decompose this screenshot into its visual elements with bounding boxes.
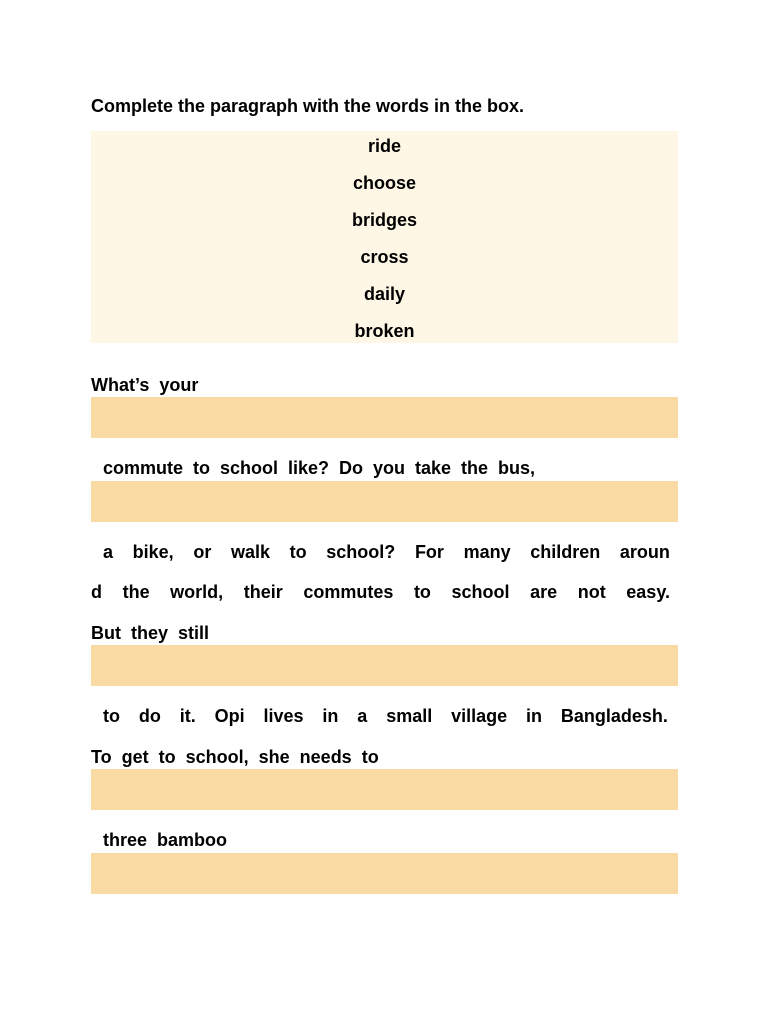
paragraph-word: it. — [179, 706, 196, 726]
paragraph-word: their — [243, 582, 283, 602]
paragraph-word: easy. — [626, 582, 670, 602]
instruction-text: Complete the paragraph with the words in the box. — [91, 96, 525, 116]
paragraph-word: For — [414, 542, 444, 562]
paragraph-word: or — [193, 542, 212, 562]
blank-input-5[interactable] — [91, 853, 678, 894]
paragraph-word: commutes — [303, 582, 394, 602]
paragraph-word: school? — [326, 542, 396, 562]
word-box-item: bridges — [351, 210, 417, 230]
paragraph-word: a — [103, 542, 114, 562]
blank-input-4[interactable] — [91, 769, 678, 810]
paragraph-word: village — [451, 706, 508, 726]
paragraph-line — [103, 540, 670, 564]
paragraph-word: small — [386, 706, 433, 726]
paragraph-line — [91, 580, 670, 604]
word-box-item: ride — [367, 136, 401, 156]
paragraph-word: the — [122, 582, 150, 602]
word-box-item: choose — [352, 173, 417, 193]
paragraph-line — [103, 704, 668, 728]
word-box-item: cross — [360, 247, 409, 267]
paragraph-word: a — [357, 706, 368, 726]
paragraph-word: aroun — [619, 542, 670, 562]
paragraph-word: in — [322, 706, 339, 726]
paragraph-word: not — [577, 582, 606, 602]
paragraph-word: children — [530, 542, 601, 562]
word-box — [91, 131, 678, 343]
paragraph-word: to — [413, 582, 431, 602]
paragraph-word: bike, — [132, 542, 174, 562]
blank-input-1[interactable] — [91, 397, 678, 438]
paragraph-word: do — [138, 706, 161, 726]
blank-input-3[interactable] — [91, 645, 678, 686]
paragraph-line: commute to school like? Do you take the bus, — [103, 458, 536, 478]
paragraph-word: to — [103, 706, 120, 726]
word-box-item: daily — [363, 284, 406, 304]
word-box-item: broken — [354, 321, 415, 341]
paragraph-word: school — [451, 582, 510, 602]
paragraph-line: What’s your — [91, 375, 199, 395]
paragraph-word: Opi — [214, 706, 245, 726]
blank-input-2[interactable] — [91, 481, 678, 522]
paragraph-word: lives — [263, 706, 304, 726]
paragraph-word: walk — [230, 542, 270, 562]
paragraph-word: many — [463, 542, 511, 562]
paragraph-word: are — [530, 582, 558, 602]
paragraph-word: to — [289, 542, 307, 562]
paragraph-word: in — [526, 706, 542, 726]
paragraph-line: three bamboo — [103, 830, 228, 850]
paragraph-word: d — [91, 582, 102, 602]
paragraph-line: But they still — [91, 623, 210, 643]
paragraph-word: world, — [170, 582, 224, 602]
paragraph-word: Bangladesh. — [560, 706, 668, 726]
paragraph-line: To get to school, she needs to — [91, 747, 379, 767]
